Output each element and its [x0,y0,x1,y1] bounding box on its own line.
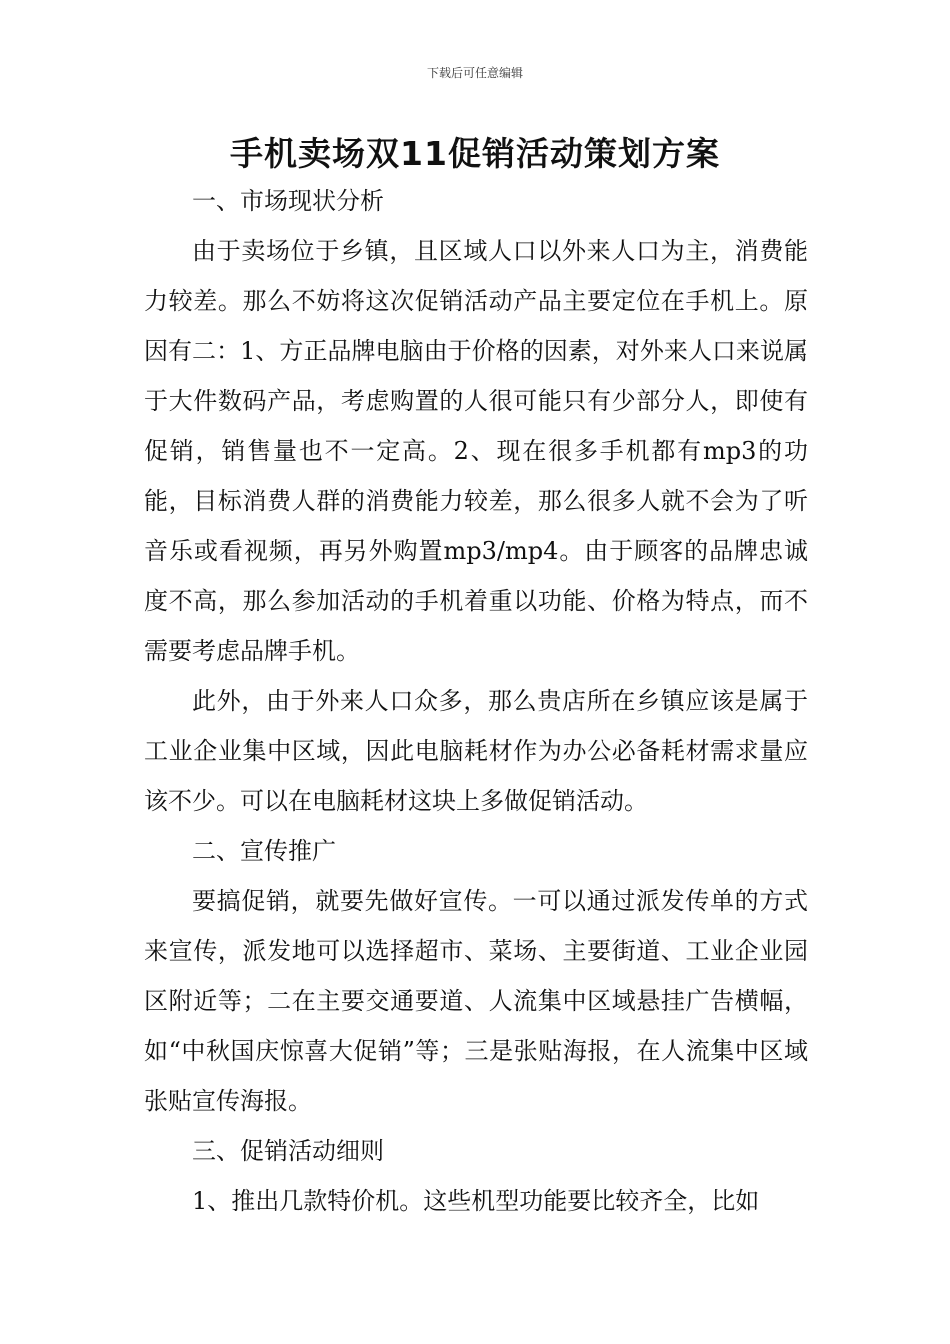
section-heading-promotion: 二、宣传推广 [192,837,336,865]
section-heading-rules: 三、促销活动细则 [192,1137,384,1165]
body-paragraph: 1、推出几款特价机。这些机型功能要比较齐全，比如 [192,1187,760,1215]
document-body [144,176,808,1226]
section-heading-market-analysis: 一、市场现状分析 [192,187,384,215]
body-paragraph: 由于卖场位于乡镇，且区域人口以外来人口为主，消费能力较差。那么不妨将这次促销活动产品主要定位在手机上。原因有二：1、方正品牌电脑由于价格的因素，对外来人口来说属于大件数码产品，考虑购置的人很可能只有少部分人，即使有促销，销售量也不一定高。2、现在很多手机都有mp3的功能，目标消费人群的消费能力较差，那么很多人就不会为了听音乐或看视频，再另外购置mp3/mp4。由于顾客的品牌忠诚度不高，那么参加活动的手机着重以功能、价格为特点，而不需要考虑品牌手机。 [144,237,808,665]
body-paragraph: 此外，由于外来人口众多，那么贵店所在乡镇应该是属于工业企业集中区域，因此电脑耗材作为办公必备耗材需求量应该不少。可以在电脑耗材这块上多做促销活动。 [144,687,808,815]
header-note: 下载后可任意编辑 [426,66,523,80]
body-paragraph: 要搞促销，就要先做好宣传。一可以通过派发传单的方式来宣传，派发地可以选择超市、菜场、主要街道、工业企业园区附近等；二在主要交通要道、人流集中区域悬挂广告横幅，如“中秋国庆惊喜大促销”等；三是张贴海报，在人流集中区域张贴宣传海报。 [144,887,808,1115]
document-title: 手机卖场双11促销活动策划方案 [230,134,720,173]
